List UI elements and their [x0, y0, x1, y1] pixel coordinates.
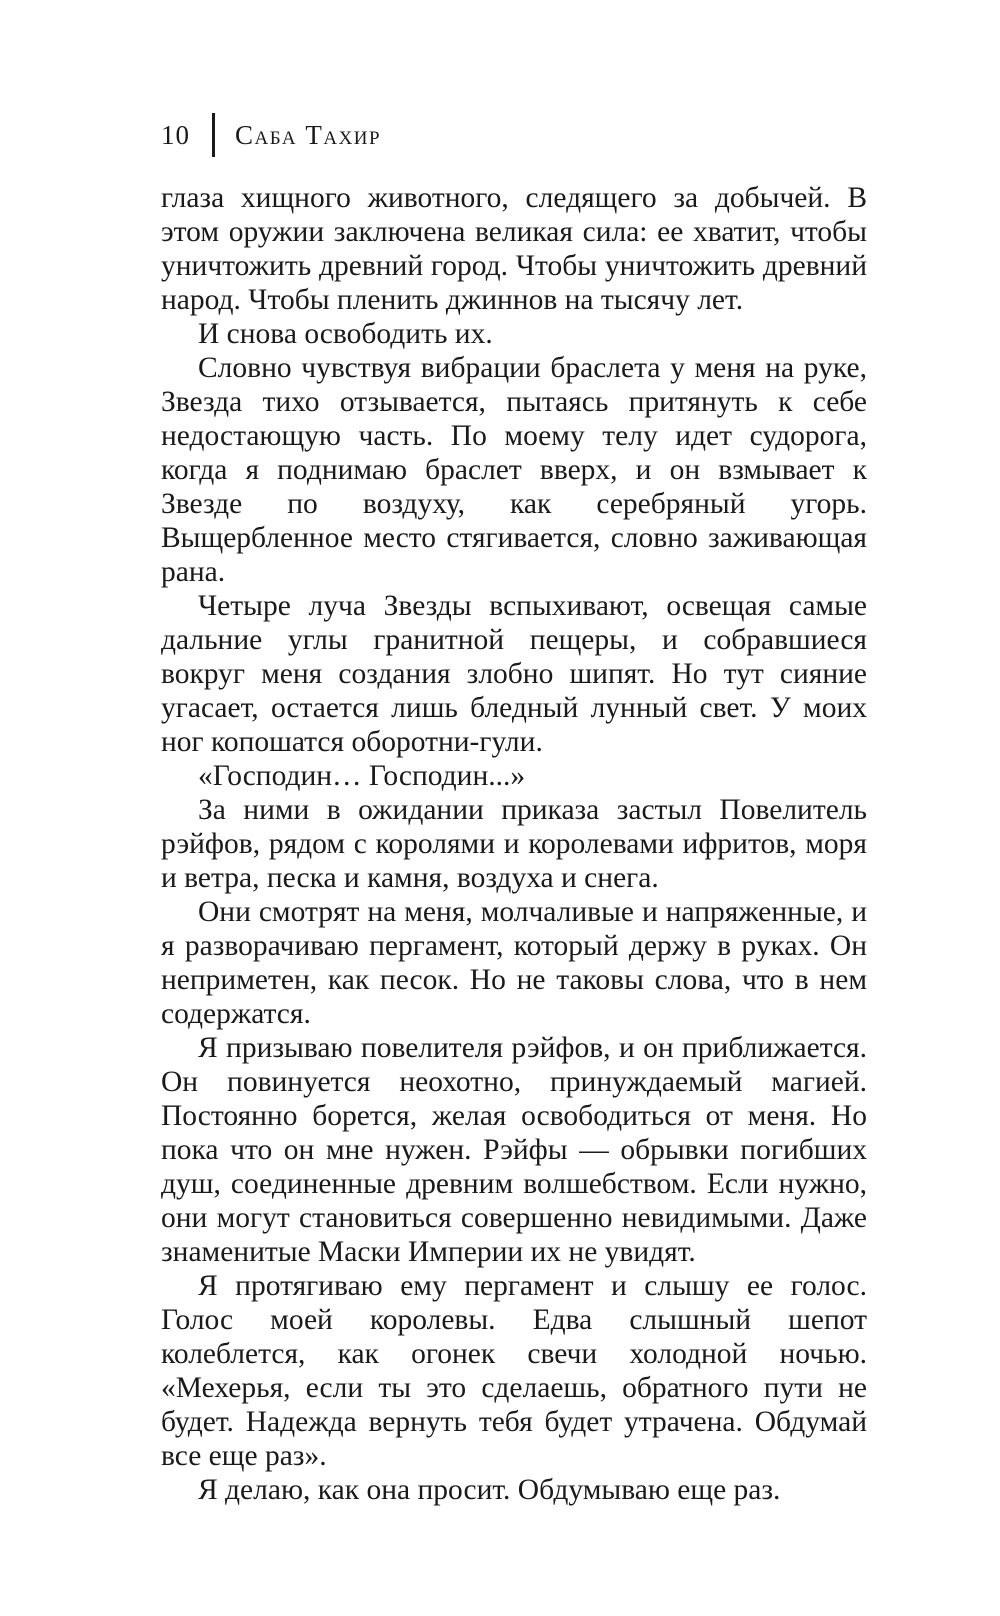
paragraph: Я протягиваю ему пергамент и слышу ее голос. Голос моей королевы. Едва слышный шепот колеблется, как огонек свечи холодной ночью. «Мехерья, если ты это сделаешь, обратного пути не будет. Надежда вернуть тебя будет утрачена. Обдумай все еще раз».	[161, 1270, 867, 1472]
paragraph: Словно чувствуя вибрации браслета у меня на руке, Звезда тихо отзывается, пытаясь притянуть к себе недостающую часть. По моему телу идет судорога, когда я поднимаю браслет вверх, и он взмывает к Звезде по воздуху, как серебряный угорь. Выщербленное место стягивается, словно заживающая рана.	[161, 352, 867, 588]
header-divider	[212, 113, 215, 157]
paragraph: «Господин… Господин...»	[198, 760, 526, 792]
body-text	[161, 181, 867, 1507]
paragraph: За ними в ожидании приказа застыл Повелитель рэйфов, рядом с королями и королевами ифритов, моря и ветра, песка и камня, воздуха и снега.	[161, 794, 867, 894]
page-number: 10	[161, 119, 190, 150]
paragraph: Они смотрят на меня, молчаливые и напряженные, и я разворачиваю пергамент, который держу в руках. Он неприметен, как песок. Но не таковы слова, что в нем содержатся.	[161, 896, 867, 1030]
paragraph: глаза хищного животного, следящего за добычей. В этом оружии заключена великая сила: ее хватит, чтобы уничтожить древний город. Чтобы уничтожить древний народ. Чтобы пленить джиннов на тысячу лет.	[161, 182, 867, 316]
paragraph: Я призываю повелителя рэйфов, и он приближается. Он повинуется неохотно, принуждаемый магией. Постоянно борется, желая освободиться от меня. Но пока что он мне нужен. Рэйфы — обрывки погибших душ, соединенные древним волшебством. Если нужно, они могут становиться совершенно невидимыми. Даже знаменитые Маски Империи их не увидят.	[161, 1032, 867, 1268]
paragraph: И снова освободить их.	[198, 318, 493, 350]
paragraph: Я делаю, как она просит. Обдумываю еще раз.	[198, 1474, 781, 1506]
paragraph: Четыре луча Звезды вспыхивают, освещая самые дальние углы гранитной пещеры, и собравшиеся вокруг меня создания злобно шипят. Но тут сияние угасает, остается лишь бледный лунный свет. У моих ног копошатся оборотни-гули.	[161, 590, 867, 758]
author-name: Саба Тахир	[235, 119, 382, 150]
running-head	[161, 112, 381, 158]
